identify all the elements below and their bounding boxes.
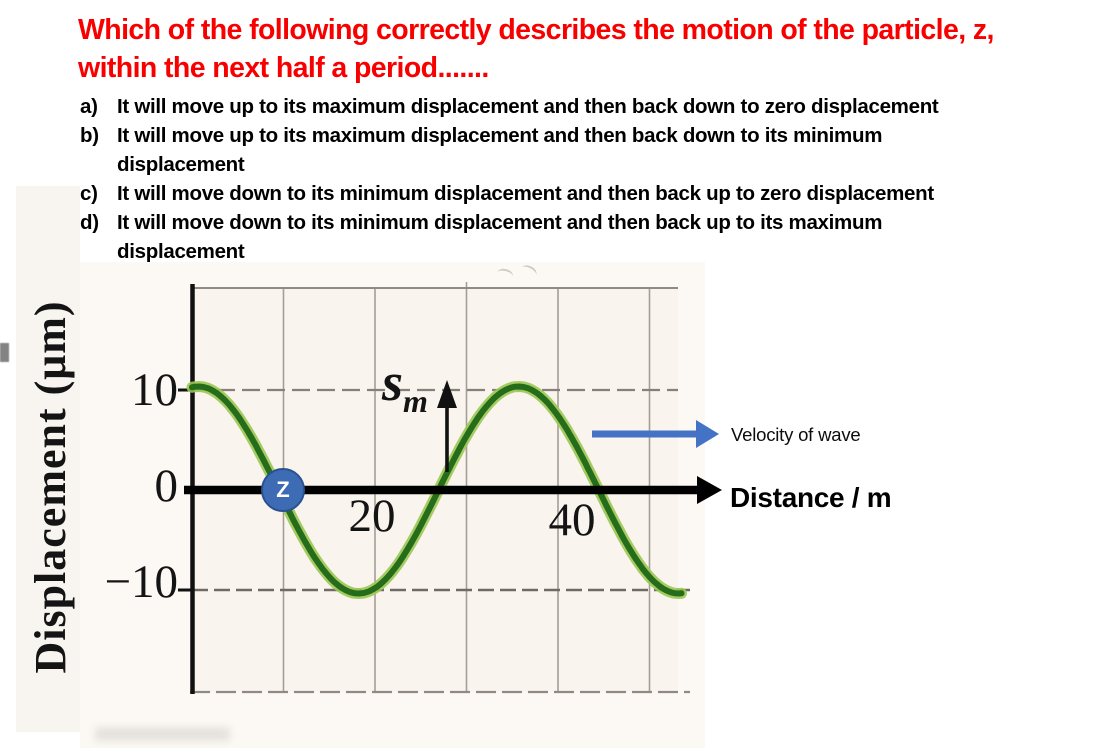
y-tick-0: 0	[154, 460, 178, 512]
option-letter: a)	[80, 95, 98, 118]
option-letter: b)	[80, 124, 99, 147]
particle-z-label: Z	[276, 477, 290, 502]
option-text: displacement	[117, 153, 245, 176]
option-letter: d)	[80, 211, 99, 234]
particle-z-marker	[261, 468, 305, 512]
option-text: It will move down to its minimum displacement and then back up to zero displacement	[117, 182, 934, 205]
x-axis-title: Distance / m	[730, 482, 892, 513]
option-text: It will move up to its maximum displacement and then back down to zero displacement	[117, 95, 939, 118]
x-tick-40: 40	[548, 494, 596, 546]
y-tick-minus-10: −10	[104, 556, 178, 608]
amplitude-label	[382, 352, 428, 419]
velocity-of-wave-label: Velocity of wave	[731, 424, 861, 445]
option-text: displacement	[117, 240, 245, 263]
x-tick-20: 20	[348, 490, 396, 542]
y-tick-10: 10	[131, 364, 178, 416]
option-letter: c)	[80, 182, 98, 205]
option-text: It will move down to its minimum displacement and then back up to its maximum	[117, 211, 883, 234]
option-text: It will move up to its maximum displacement and then back down to its minimum	[117, 124, 883, 147]
y-axis-title: Displacement (μm)	[26, 300, 75, 674]
amplitude-label-sub: m	[403, 383, 428, 419]
question-title-line: Which of the following correctly describes the motion of the particle, z,	[78, 14, 994, 46]
amplitude-label-base: s	[382, 352, 404, 412]
question-title-line: within the next half a period.......	[78, 51, 489, 84]
